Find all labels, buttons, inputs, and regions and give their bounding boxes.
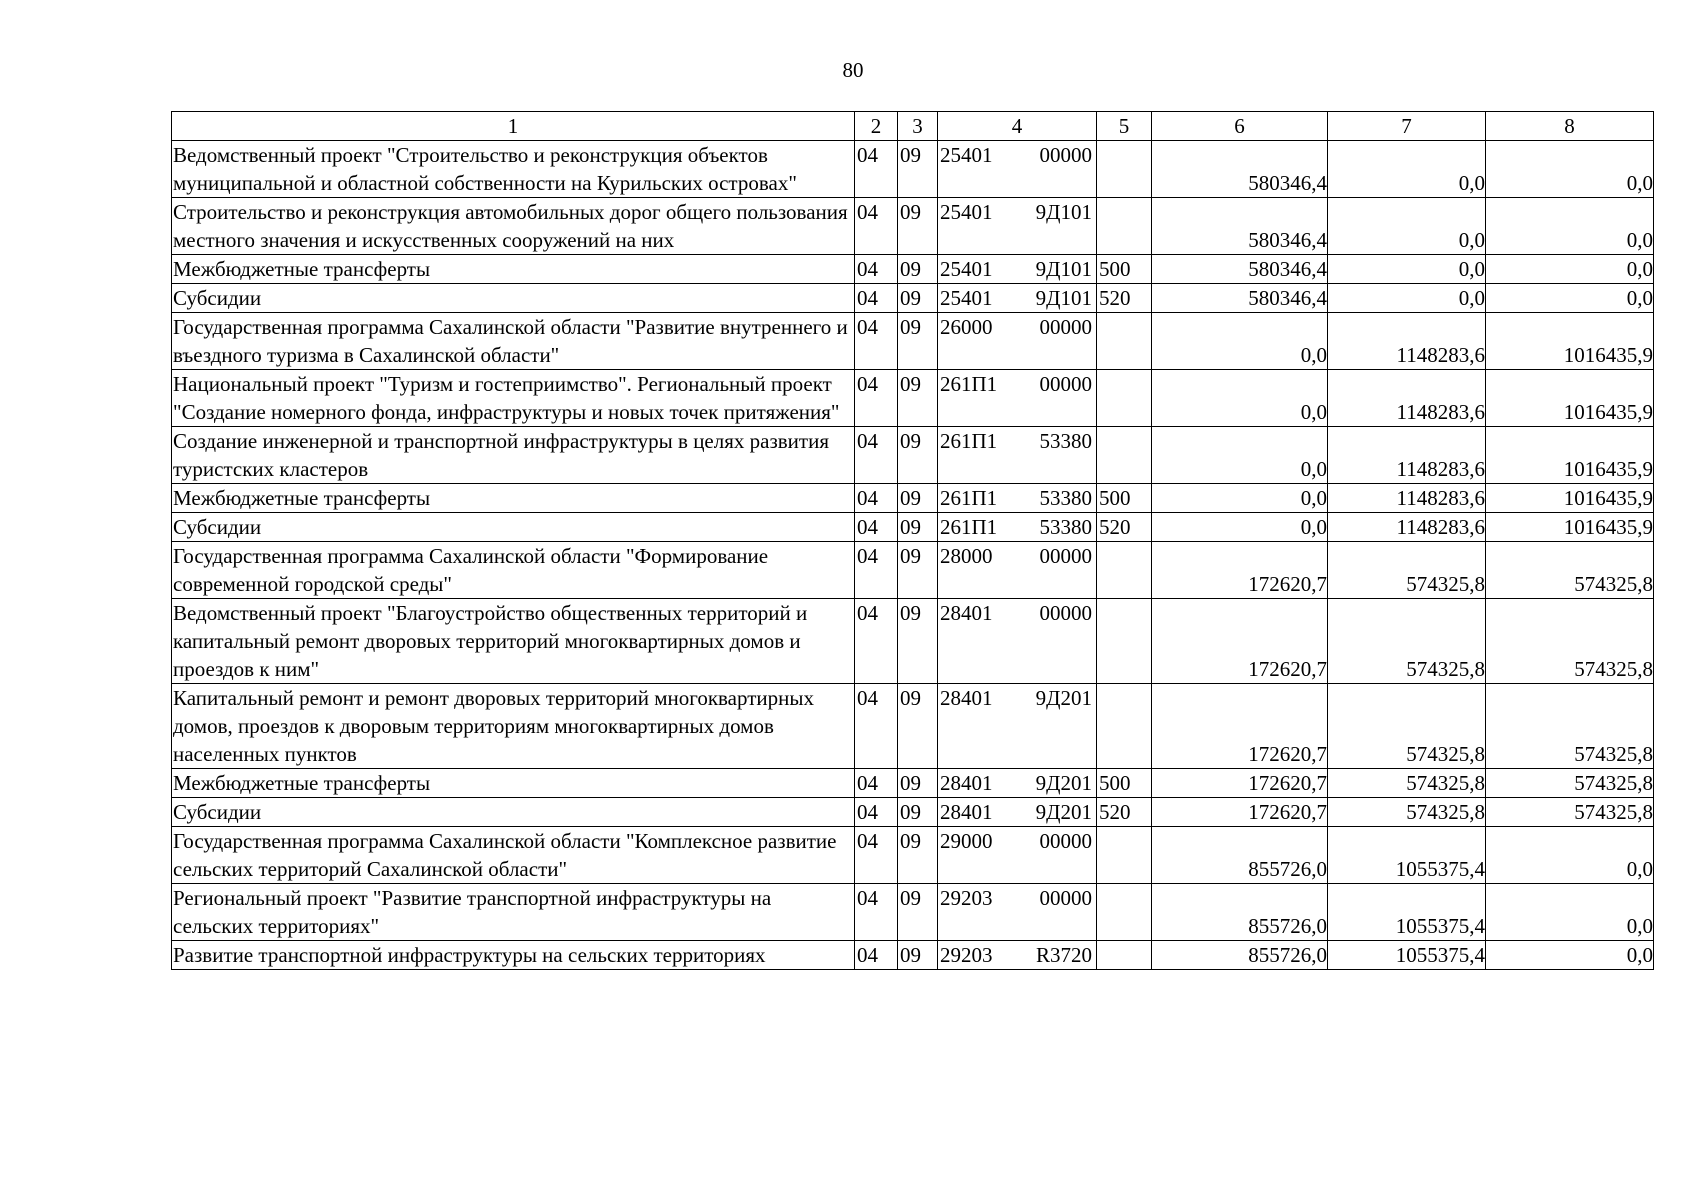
- row-amount-col7: 0,0: [1328, 255, 1486, 284]
- row-target-code: [938, 827, 1097, 884]
- header-col-8: 8: [1486, 112, 1654, 141]
- row-section-code: 04: [855, 284, 898, 313]
- row-target-direction: 00000: [1039, 143, 1092, 167]
- row-target-program: 29203: [940, 943, 993, 967]
- table-row: [172, 599, 1654, 684]
- row-amount-col6: 0,0: [1152, 313, 1328, 370]
- header-row: [172, 112, 1654, 141]
- row-amount-col8: 0,0: [1486, 141, 1654, 198]
- row-amount-col6: 580346,4: [1152, 198, 1328, 255]
- row-target-direction: 00000: [1039, 372, 1092, 396]
- row-amount-col7: 1148283,6: [1328, 484, 1486, 513]
- row-subsection-code: 09: [898, 313, 938, 370]
- table-row: [172, 427, 1654, 484]
- row-section-code: 04: [855, 542, 898, 599]
- row-expense-type: [1097, 941, 1152, 970]
- row-target-direction: R3720: [1035, 943, 1092, 967]
- row-target-program: 261П1: [940, 515, 998, 539]
- table-row: [172, 827, 1654, 884]
- row-subsection-code: 09: [898, 484, 938, 513]
- row-name: Государственная программа Сахалинской области "Развитие внутреннего и въездного туризма в Сахалинской области": [172, 313, 855, 370]
- row-amount-col7: 0,0: [1328, 284, 1486, 313]
- row-target-direction: 00000: [1039, 886, 1092, 910]
- row-expense-type: 520: [1097, 798, 1152, 827]
- row-target-code: [938, 798, 1097, 827]
- row-name: Создание инженерной и транспортной инфраструктуры в целях развития туристских кластеров: [172, 427, 855, 484]
- row-subsection-code: 09: [898, 255, 938, 284]
- header-col-4: 4: [938, 112, 1097, 141]
- row-amount-col8: 0,0: [1486, 284, 1654, 313]
- row-expense-type: [1097, 542, 1152, 599]
- row-target-direction: 9Д101: [1035, 286, 1092, 310]
- row-amount-col6: 855726,0: [1152, 941, 1328, 970]
- row-amount-col6: 0,0: [1152, 370, 1328, 427]
- row-subsection-code: 09: [898, 370, 938, 427]
- header-col-7: 7: [1328, 112, 1486, 141]
- row-amount-col7: 1148283,6: [1328, 427, 1486, 484]
- row-expense-type: [1097, 313, 1152, 370]
- row-section-code: 04: [855, 198, 898, 255]
- row-subsection-code: 09: [898, 769, 938, 798]
- row-amount-col6: 172620,7: [1152, 769, 1328, 798]
- header-col-2: 2: [855, 112, 898, 141]
- row-target-program: 261П1: [940, 429, 998, 453]
- row-target-direction: 9Д201: [1035, 771, 1092, 795]
- row-target-code: [938, 141, 1097, 198]
- row-target-program: 25401: [940, 200, 993, 224]
- table-row: [172, 513, 1654, 542]
- header-col-3: 3: [898, 112, 938, 141]
- table-row: [172, 141, 1654, 198]
- row-amount-col8: 1016435,9: [1486, 313, 1654, 370]
- row-section-code: 04: [855, 769, 898, 798]
- row-expense-type: [1097, 827, 1152, 884]
- table-row: [172, 484, 1654, 513]
- row-expense-type: [1097, 884, 1152, 941]
- table-row: [172, 255, 1654, 284]
- row-amount-col7: 574325,8: [1328, 599, 1486, 684]
- row-section-code: 04: [855, 141, 898, 198]
- row-expense-type: [1097, 370, 1152, 427]
- row-target-code: [938, 484, 1097, 513]
- row-target-program: 28401: [940, 800, 993, 824]
- row-target-direction: 53380: [1039, 486, 1092, 510]
- row-section-code: 04: [855, 798, 898, 827]
- row-target-direction: 9Д201: [1035, 800, 1092, 824]
- row-target-direction: 9Д201: [1035, 686, 1092, 710]
- table-row: [172, 198, 1654, 255]
- row-target-code: [938, 599, 1097, 684]
- row-amount-col7: 574325,8: [1328, 798, 1486, 827]
- page-number: 80: [842, 58, 864, 82]
- row-amount-col7: 0,0: [1328, 141, 1486, 198]
- row-amount-col6: 580346,4: [1152, 284, 1328, 313]
- row-target-program: 28401: [940, 686, 993, 710]
- row-section-code: 04: [855, 370, 898, 427]
- header-col-5: 5: [1097, 112, 1152, 141]
- row-subsection-code: 09: [898, 941, 938, 970]
- table-row: [172, 884, 1654, 941]
- row-section-code: 04: [855, 599, 898, 684]
- row-name: Межбюджетные трансферты: [172, 255, 855, 284]
- row-amount-col7: 1055375,4: [1328, 884, 1486, 941]
- row-amount-col6: 172620,7: [1152, 599, 1328, 684]
- row-amount-col6: 580346,4: [1152, 141, 1328, 198]
- row-target-program: 261П1: [940, 486, 998, 510]
- row-section-code: 04: [855, 941, 898, 970]
- row-expense-type: [1097, 198, 1152, 255]
- row-amount-col6: 0,0: [1152, 484, 1328, 513]
- table-row: [172, 769, 1654, 798]
- row-target-program: 261П1: [940, 372, 998, 396]
- row-amount-col6: 172620,7: [1152, 798, 1328, 827]
- row-target-code: [938, 884, 1097, 941]
- row-target-code: [938, 542, 1097, 599]
- row-section-code: 04: [855, 313, 898, 370]
- row-expense-type: [1097, 427, 1152, 484]
- row-target-code: [938, 513, 1097, 542]
- row-name: Субсидии: [172, 513, 855, 542]
- budget-table: [171, 111, 1654, 970]
- table-row: [172, 284, 1654, 313]
- row-name: Государственная программа Сахалинской области "Комплексное развитие сельских территорий Сахалинской области": [172, 827, 855, 884]
- header-col-1: 1: [172, 112, 855, 141]
- row-amount-col8: 0,0: [1486, 198, 1654, 255]
- row-amount-col7: 1055375,4: [1328, 827, 1486, 884]
- table-row: [172, 684, 1654, 769]
- row-amount-col6: 172620,7: [1152, 684, 1328, 769]
- row-expense-type: 500: [1097, 484, 1152, 513]
- row-name: Капитальный ремонт и ремонт дворовых территорий многоквартирных домов, проездов к дворовым территориям многоквартирных домов населенных пунктов: [172, 684, 855, 769]
- table-row: [172, 798, 1654, 827]
- row-target-direction: 9Д101: [1035, 257, 1092, 281]
- row-section-code: 04: [855, 513, 898, 542]
- row-name: Ведомственный проект "Строительство и реконструкция объектов муниципальной и областной собственности на Курильских островах": [172, 141, 855, 198]
- row-target-program: 26000: [940, 315, 993, 339]
- row-target-program: 25401: [940, 257, 993, 281]
- row-subsection-code: 09: [898, 884, 938, 941]
- row-name: Национальный проект "Туризм и гостеприимство". Региональный проект "Создание номерного фонда, инфраструктуры и новых точек притяжения": [172, 370, 855, 427]
- row-name: Государственная программа Сахалинской области "Формирование современной городской среды": [172, 542, 855, 599]
- row-amount-col7: 574325,8: [1328, 684, 1486, 769]
- row-amount-col8: 1016435,9: [1486, 484, 1654, 513]
- row-section-code: 04: [855, 484, 898, 513]
- row-subsection-code: 09: [898, 427, 938, 484]
- row-target-program: 28000: [940, 544, 993, 568]
- row-amount-col6: 855726,0: [1152, 827, 1328, 884]
- row-name: Субсидии: [172, 284, 855, 313]
- row-section-code: 04: [855, 255, 898, 284]
- row-target-program: 29000: [940, 829, 993, 853]
- row-amount-col6: 172620,7: [1152, 542, 1328, 599]
- row-amount-col8: 0,0: [1486, 827, 1654, 884]
- row-section-code: 04: [855, 827, 898, 884]
- row-target-direction: 00000: [1039, 601, 1092, 625]
- row-subsection-code: 09: [898, 827, 938, 884]
- row-target-code: [938, 198, 1097, 255]
- row-amount-col7: 1148283,6: [1328, 513, 1486, 542]
- row-amount-col8: 1016435,9: [1486, 427, 1654, 484]
- row-amount-col6: 580346,4: [1152, 255, 1328, 284]
- row-target-code: [938, 769, 1097, 798]
- row-target-direction: 53380: [1039, 515, 1092, 539]
- row-expense-type: 500: [1097, 255, 1152, 284]
- row-amount-col8: 574325,8: [1486, 599, 1654, 684]
- row-subsection-code: 09: [898, 141, 938, 198]
- row-target-direction: 9Д101: [1035, 200, 1092, 224]
- row-name: Межбюджетные трансферты: [172, 769, 855, 798]
- row-amount-col7: 1055375,4: [1328, 941, 1486, 970]
- row-target-direction: 53380: [1039, 429, 1092, 453]
- row-expense-type: 520: [1097, 284, 1152, 313]
- row-subsection-code: 09: [898, 198, 938, 255]
- row-amount-col6: 0,0: [1152, 513, 1328, 542]
- row-amount-col7: 574325,8: [1328, 542, 1486, 599]
- row-amount-col8: 0,0: [1486, 941, 1654, 970]
- table-row: [172, 542, 1654, 599]
- row-expense-type: 520: [1097, 513, 1152, 542]
- row-amount-col7: 0,0: [1328, 198, 1486, 255]
- row-target-code: [938, 313, 1097, 370]
- row-subsection-code: 09: [898, 599, 938, 684]
- row-target-code: [938, 370, 1097, 427]
- row-target-direction: 00000: [1039, 315, 1092, 339]
- row-name: Ведомственный проект "Благоустройство общественных территорий и капитальный ремонт дворовых территорий многоквартирных домов и проездов к ним": [172, 599, 855, 684]
- row-subsection-code: 09: [898, 513, 938, 542]
- row-amount-col7: 1148283,6: [1328, 370, 1486, 427]
- row-target-direction: 00000: [1039, 544, 1092, 568]
- row-target-program: 25401: [940, 286, 993, 310]
- row-subsection-code: 09: [898, 284, 938, 313]
- table-row: [172, 313, 1654, 370]
- header-col-6: 6: [1152, 112, 1328, 141]
- row-subsection-code: 09: [898, 542, 938, 599]
- row-name: Региональный проект "Развитие транспортной инфраструктуры на сельских территориях": [172, 884, 855, 941]
- row-expense-type: 500: [1097, 769, 1152, 798]
- row-amount-col6: 0,0: [1152, 427, 1328, 484]
- row-section-code: 04: [855, 684, 898, 769]
- row-target-program: 29203: [940, 886, 993, 910]
- row-amount-col8: 574325,8: [1486, 798, 1654, 827]
- row-amount-col6: 855726,0: [1152, 884, 1328, 941]
- row-expense-type: [1097, 141, 1152, 198]
- row-target-code: [938, 427, 1097, 484]
- row-target-program: 28401: [940, 771, 993, 795]
- row-amount-col7: 1148283,6: [1328, 313, 1486, 370]
- row-expense-type: [1097, 599, 1152, 684]
- row-amount-col8: 574325,8: [1486, 769, 1654, 798]
- row-subsection-code: 09: [898, 684, 938, 769]
- row-target-program: 28401: [940, 601, 993, 625]
- row-amount-col8: 0,0: [1486, 884, 1654, 941]
- table-row: [172, 370, 1654, 427]
- row-amount-col8: 574325,8: [1486, 684, 1654, 769]
- row-name: Развитие транспортной инфраструктуры на сельских территориях: [172, 941, 855, 970]
- row-target-code: [938, 941, 1097, 970]
- row-target-code: [938, 284, 1097, 313]
- row-subsection-code: 09: [898, 798, 938, 827]
- row-amount-col7: 574325,8: [1328, 769, 1486, 798]
- row-section-code: 04: [855, 884, 898, 941]
- row-section-code: 04: [855, 427, 898, 484]
- row-target-code: [938, 255, 1097, 284]
- row-target-direction: 00000: [1039, 829, 1092, 853]
- row-expense-type: [1097, 684, 1152, 769]
- row-amount-col8: 574325,8: [1486, 542, 1654, 599]
- row-target-code: [938, 684, 1097, 769]
- row-amount-col8: 1016435,9: [1486, 370, 1654, 427]
- row-name: Межбюджетные трансферты: [172, 484, 855, 513]
- row-amount-col8: 1016435,9: [1486, 513, 1654, 542]
- row-name: Субсидии: [172, 798, 855, 827]
- row-name: Строительство и реконструкция автомобильных дорог общего пользования местного значения и искусственных сооружений на них: [172, 198, 855, 255]
- table-row: [172, 941, 1654, 970]
- row-target-program: 25401: [940, 143, 993, 167]
- row-amount-col8: 0,0: [1486, 255, 1654, 284]
